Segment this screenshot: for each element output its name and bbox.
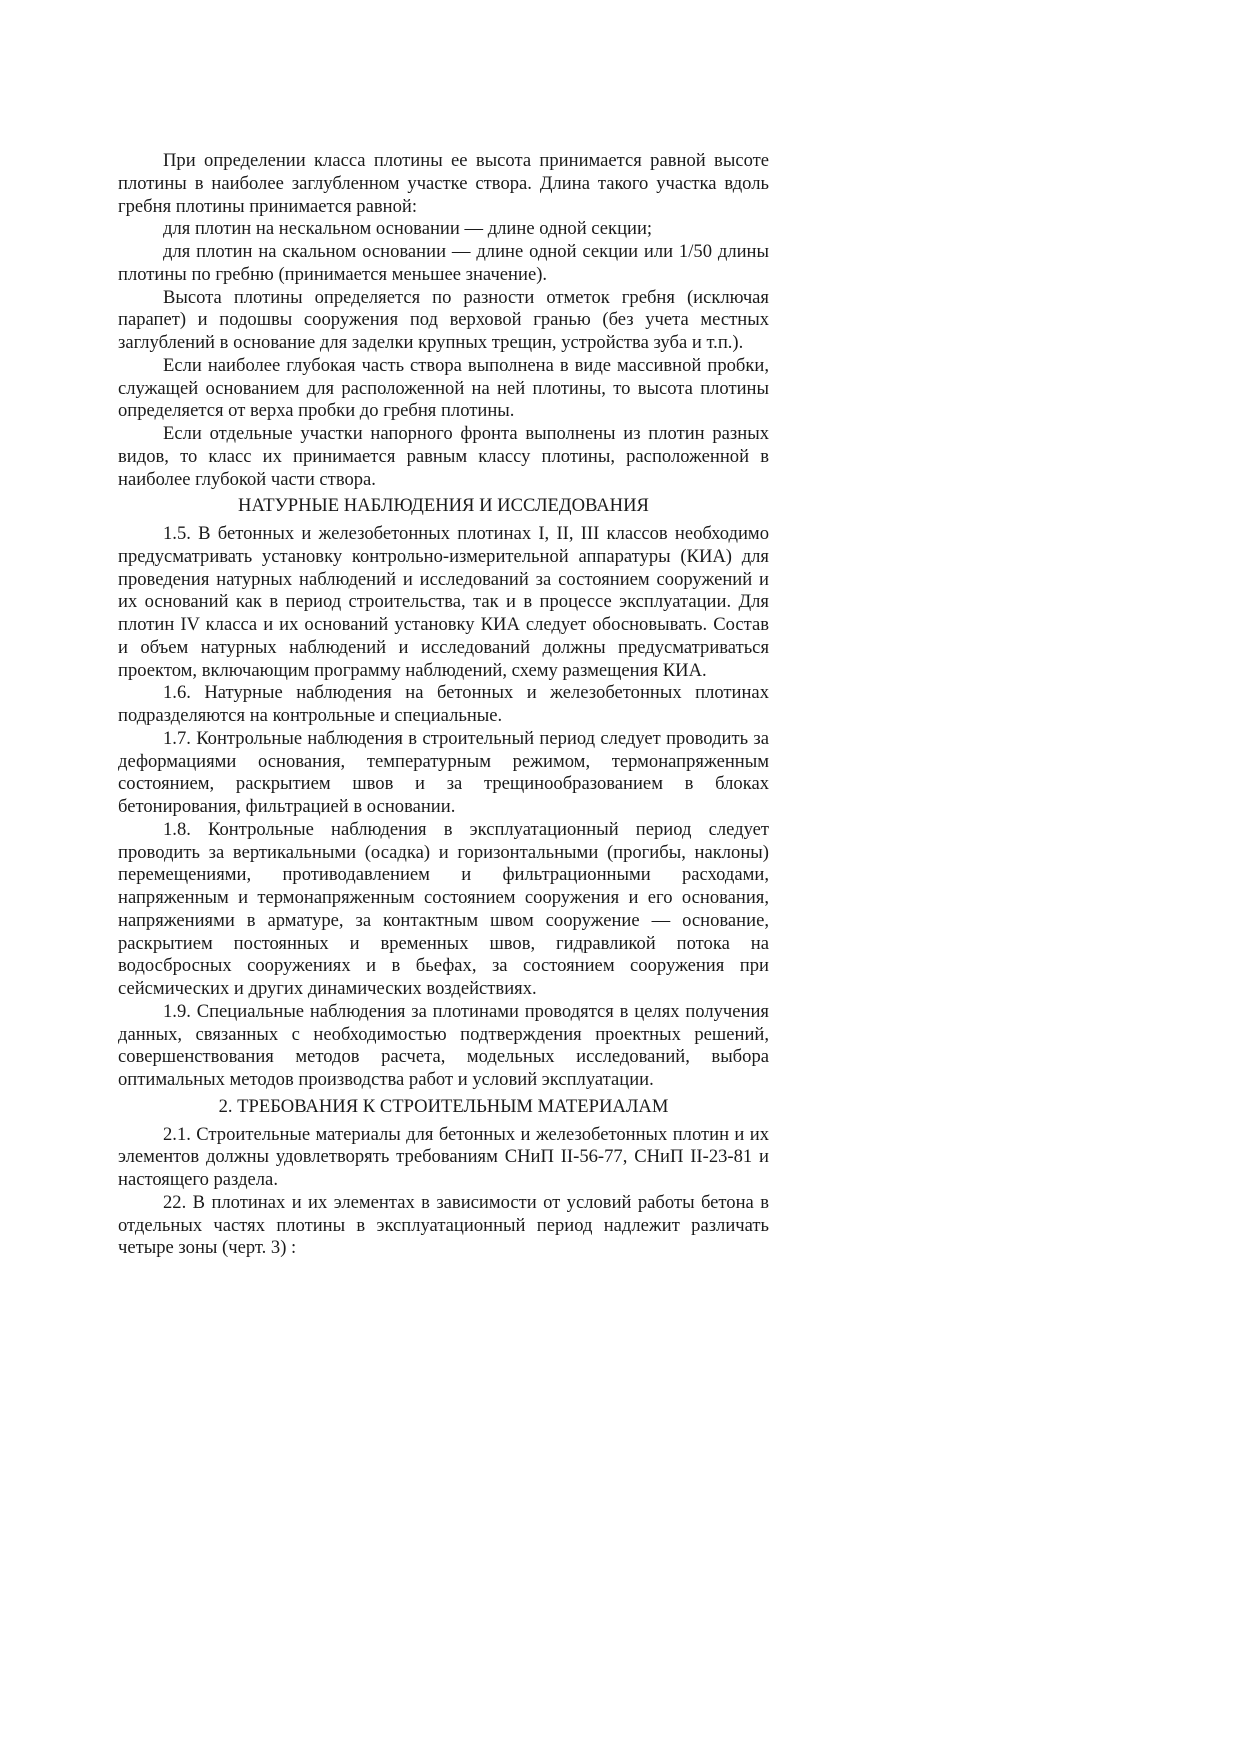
clause-1-9: 1.9. Специальные наблюдения за плотинами проводятся в целях получения данных, связанных с необходимостью подтверждения проектных решений, совершенствования методов расчета, модельных исследований, выбора оптимальных методов производства работ и условий эксплуатации. — [118, 1000, 769, 1090]
section-heading-materials: 2. ТРЕБОВАНИЯ К СТРОИТЕЛЬНЫМ МАТЕРИАЛАМ — [218, 1095, 669, 1117]
intro-paragraph-6: Если отдельные участки напорного фронта выполнены из плотин разных видов, то класс их принимается равным классу плотины, расположенной в наиболее глубокой части створа. — [118, 423, 769, 490]
intro-paragraph-5: Если наиболее глубокая часть створа выполнена в виде массивной пробки, служащей основанием для расположенной на ней плотины, то высота плотины определяется от верха пробки до гребня плотины. — [118, 354, 769, 422]
clause-2-1: 2.1. Строительные материалы для бетонных и железобетонных плотин и их элементов должны удовлетворять требованиям СНиП II-56-77, СНиП II-23-81 и настоящего раздела. — [118, 1123, 769, 1190]
intro-paragraph-4: Высота плотины определяется по разности отметок гребня (исключая парапет) и подошвы сооружения под верховой гранью (без учета местных заглублений в основание для заделки крупных трещин, устройства зуба и т.п.). — [118, 286, 769, 353]
clause-1-6: 1.6. Натурные наблюдения на бетонных и железобетонных плотинах подразделяются на контрольные и специальные. — [118, 682, 769, 726]
clause-1-8: 1.8. Контрольные наблюдения в эксплуатационный период следует проводить за вертикальными (осадка) и горизонтальными (прогибы, наклоны) перемещениями, противодавлением и фильтрационными расходами, напряженным и термонапряженным состоянием сооружения и его основания, напряжениями в арматуре, за контактным швом сооружение — основание, раскрытием постоянных и временных швов, гидравликой потока на водосбросных сооружениях и в бьефах, за состоянием сооружения при сейсмических и других динамических воздействиях. — [118, 818, 769, 999]
intro-paragraph-3: для плотин на скальном основании — длине одной секции или 1/50 длины плотины по гребню (принимается меньшее значение). — [118, 241, 769, 285]
intro-paragraph-2: для плотин на нескальном основании — длине одной секции; — [163, 218, 653, 240]
intro-paragraph-1: При определении класса плотины ее высота принимается равной высоте плотины в наиболее заглубленном участке створа. Длина такого участка вдоль гребня плотины принимается равной: — [118, 150, 769, 217]
document-page — [118, 150, 769, 1260]
clause-1-5: 1.5. В бетонных и железобетонных плотинах I, II, III классов необходимо предусматривать установку контрольно-измерительной аппаратуры (КИА) для проведения натурных наблюдений и исследований за состоянием сооружений и их оснований как в период строительства, так и в процессе эксплуатации. Для плотин IV класса и их оснований установку КИА следует обосновывать. Состав и объем натурных наблюдений и исследований должны предусматриваться проектом, включающим программу наблюдений, схему размещения КИА. — [118, 523, 769, 681]
clause-2-2: 22. В плотинах и их элементах в зависимости от условий работы бетона в отдельных частях плотины в эксплуатационный период надлежит различать четыре зоны (черт. 3) : — [118, 1191, 769, 1259]
clause-1-7: 1.7. Контрольные наблюдения в строительный период следует проводить за деформациями основания, температурным режимом, термонапряженным состоянием, раскрытием швов и за трещинообразованием в блоках бетонирования, фильтрацией в основании. — [118, 727, 769, 817]
section-heading-observations: НАТУРНЫЕ НАБЛЮДЕНИЯ И ИССЛЕДОВАНИЯ — [238, 495, 649, 517]
